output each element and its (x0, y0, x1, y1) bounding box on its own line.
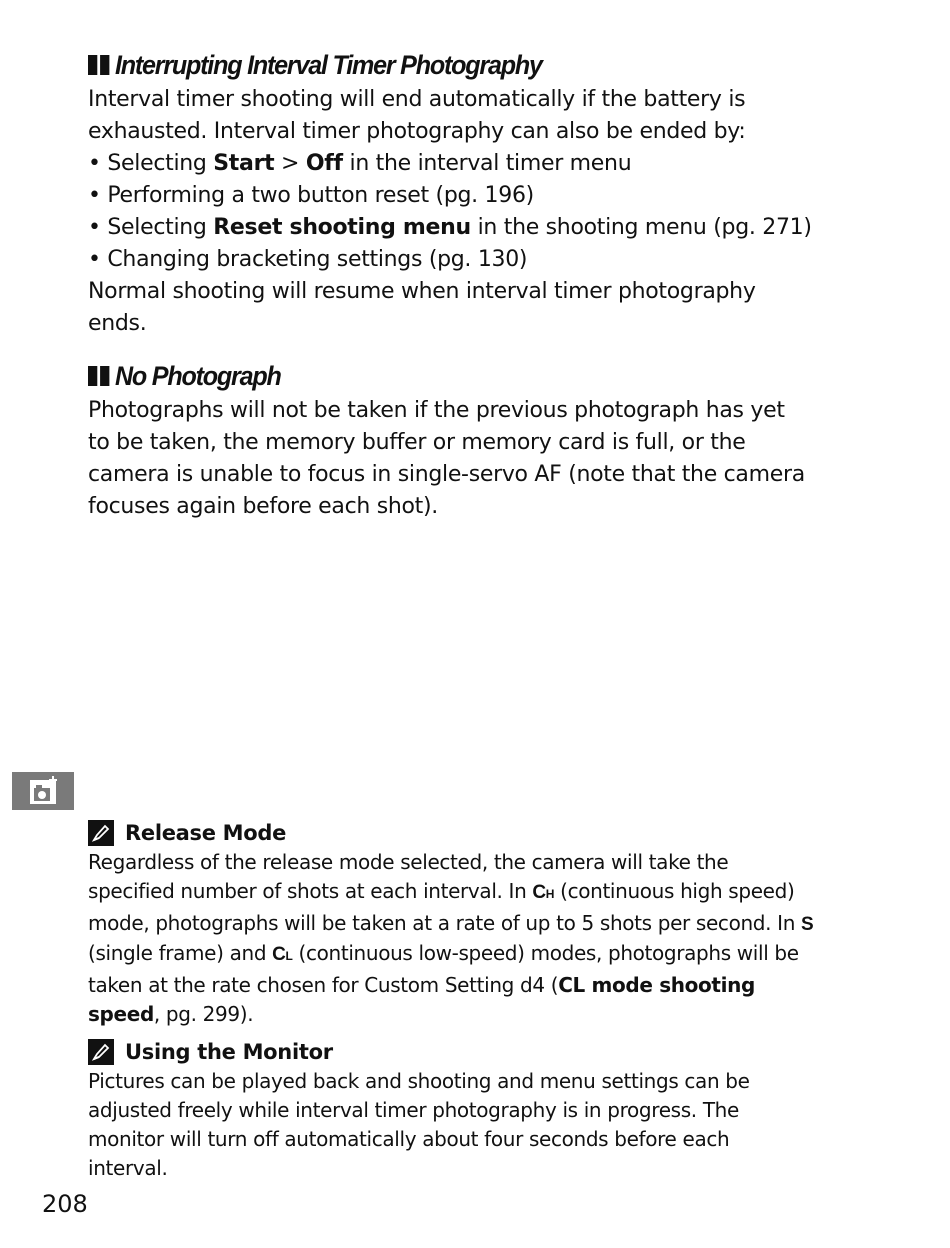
paragraph-line: Photographs will not be taken if the previous photograph has yet (88, 398, 785, 423)
heading-marker-icon (88, 55, 109, 75)
section-heading (88, 357, 776, 395)
menu-option-off: Off (305, 151, 343, 176)
list-item: • Changing bracketing settings (pg. 130) (88, 247, 528, 272)
paragraph-line: taken at the rate chosen for Custom Setting d4 (CL mode shooting (88, 973, 755, 997)
paragraph-line: (single frame) and CL (continuous low-speed) modes, photographs will be (88, 941, 799, 965)
paragraph-line: focuses again before each shot). (88, 494, 438, 519)
menu-option-reset: Reset shooting menu (213, 215, 471, 240)
paragraph-line: adjusted freely while interval timer photography is in progress. The (88, 1098, 739, 1122)
paragraph-line: Regardless of the release mode selected, the camera will take the (88, 850, 729, 874)
continuous-low-mode-icon: CL (272, 944, 293, 965)
paragraph-line: interval. (88, 1156, 168, 1180)
note-body (88, 848, 828, 1029)
paragraph-line: camera is unable to focus in single-servo AF (note that the camera (88, 462, 805, 487)
paragraph-line: ends. (88, 311, 147, 336)
heading-marker-icon (88, 366, 109, 386)
section-body (88, 84, 828, 340)
paragraph-line: speed, pg. 299). (88, 1002, 254, 1026)
paragraph-line: specified number of shots at each interval. In CH (continuous high speed) (88, 879, 795, 903)
setting-name: CL mode shooting (558, 973, 755, 997)
single-frame-mode-icon: S (801, 914, 814, 935)
menu-option-start: Start (213, 151, 275, 176)
note-title: Using the Monitor (125, 1040, 333, 1064)
pencil-icon (88, 1039, 114, 1065)
setting-name: speed (88, 1002, 154, 1026)
shooting-menu-icon (26, 774, 60, 808)
continuous-high-mode-icon: CH (532, 882, 555, 903)
list-item: • Performing a two button reset (pg. 196) (88, 183, 534, 208)
section-title: No Photograph (114, 360, 281, 391)
note-using-monitor (88, 1037, 828, 1183)
section-heading (88, 46, 776, 84)
page-number: 208 (42, 1190, 88, 1218)
note-body (88, 1067, 828, 1183)
paragraph-line: Interval timer shooting will end automatically if the battery is (88, 87, 746, 112)
note-release-mode (88, 818, 828, 1029)
list-item: • Selecting Reset shooting menu in the shooting menu (pg. 271) (88, 215, 812, 240)
paragraph-line: mode, photographs will be taken at a rate of up to 5 shots per second. In S (88, 911, 814, 935)
section-no-photograph (88, 357, 828, 523)
section-interrupting (88, 46, 828, 340)
paragraph-line: to be taken, the memory buffer or memory card is full, or the (88, 430, 746, 455)
pencil-icon (88, 820, 114, 846)
section-title: Interrupting Interval Timer Photography (114, 49, 542, 80)
shooting-menu-tab (12, 772, 74, 810)
paragraph-line: exhausted. Interval timer photography can also be ended by: (88, 119, 746, 144)
list-item: • Selecting Start > Off in the interval timer menu (88, 151, 632, 176)
paragraph-line: Normal shooting will resume when interval timer photography (88, 279, 756, 304)
section-body (88, 395, 828, 523)
note-heading (88, 818, 828, 848)
note-heading (88, 1037, 828, 1067)
note-title: Release Mode (125, 821, 287, 845)
paragraph-line: Pictures can be played back and shooting and menu settings can be (88, 1069, 750, 1093)
paragraph-line: monitor will turn off automatically about four seconds before each (88, 1127, 730, 1151)
